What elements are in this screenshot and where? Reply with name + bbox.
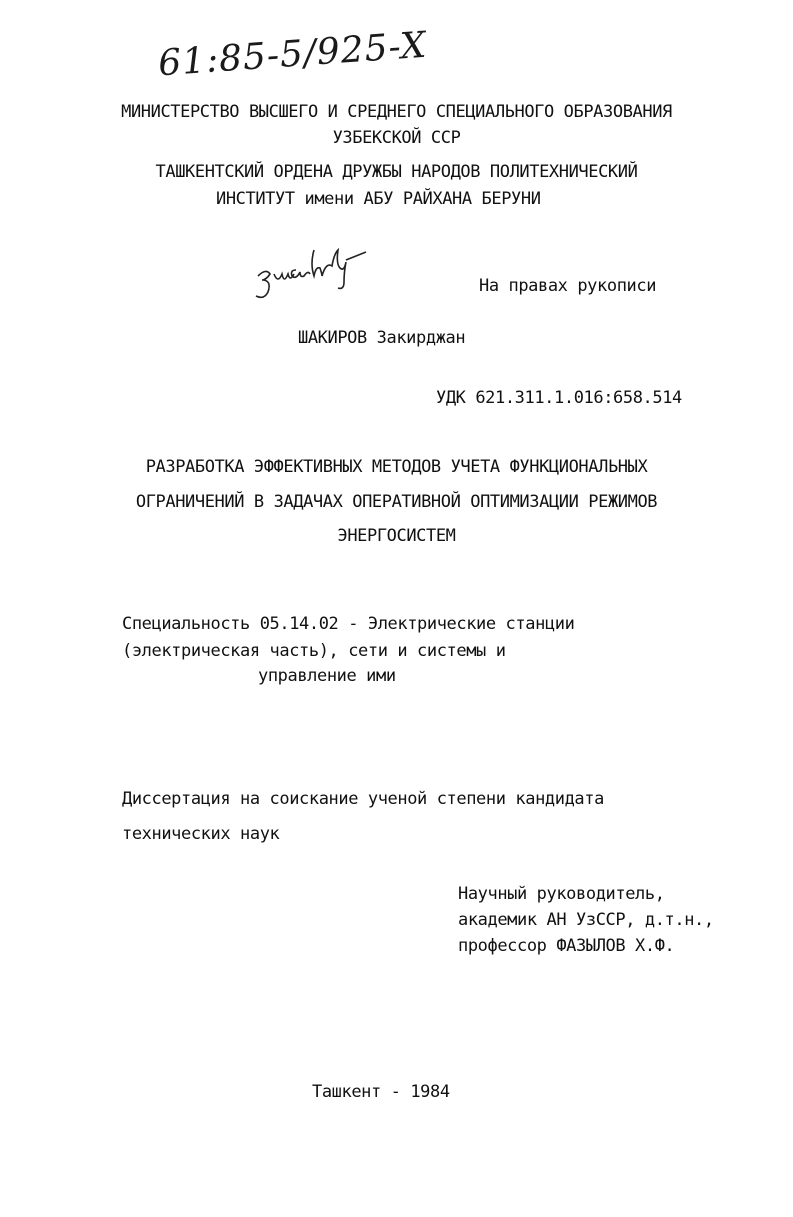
institute-line-1: ТАШКЕНТСКИЙ ОРДЕНА ДРУЖБЫ НАРОДОВ ПОЛИТЕХНИЧЕСКИЙ — [155, 162, 638, 182]
supervisor-line-3: профессор ФАЗЫЛОВ Х.Ф. — [458, 936, 675, 956]
specialty-line-2: (электрическая часть), сети и системы и — [122, 641, 506, 661]
city-year: Ташкент - 1984 — [312, 1082, 450, 1102]
supervisor-line-1: Научный руководитель, — [458, 884, 665, 904]
institute-line-2: ИНСТИТУТ имени АБУ РАЙХАНА БЕРУНИ — [216, 189, 541, 209]
dissertation-line-2: технических наук — [122, 824, 280, 844]
ministry-line-2: УЗБЕКСКОЙ ССР — [332, 128, 461, 148]
dissertation-line-1: Диссертация на соискание ученой степени кандидата — [122, 789, 604, 809]
supervisor-line-2: академик АН УзССР, д.т.н., — [458, 910, 714, 930]
ministry-line-1: МИНИСТЕРСТВО ВЫСШЕГО И СРЕДНЕГО СПЕЦИАЛЬНОГО ОБРАЗОВАНИЯ — [121, 102, 672, 122]
manuscript-note: На правах рукописи — [479, 276, 657, 296]
udc-code: УДК 621.311.1.016:658.514 — [436, 388, 682, 408]
specialty-line-3: управление ими — [258, 666, 396, 686]
title-line-1: РАЗРАБОТКА ЭФФЕКТИВНЫХ МЕТОДОВ УЧЕТА ФУНКЦИОНАЛЬНЫХ — [145, 457, 648, 477]
title-line-2: ОГРАНИЧЕНИЙ В ЗАДАЧАХ ОПЕРАТИВНОЙ ОПТИМИЗАЦИИ РЕЖИМОВ — [135, 492, 658, 512]
specialty-line-1: Специальность 05.14.02 - Электрические станции — [122, 614, 575, 634]
title-line-3: ЭНЕРГОСИСТЕМ — [337, 526, 456, 546]
handwritten-signature — [252, 236, 372, 302]
archive-mark: 61:85-5/925-X — [156, 24, 429, 85]
author-name: ШАКИРОВ Закирджан — [298, 328, 466, 348]
